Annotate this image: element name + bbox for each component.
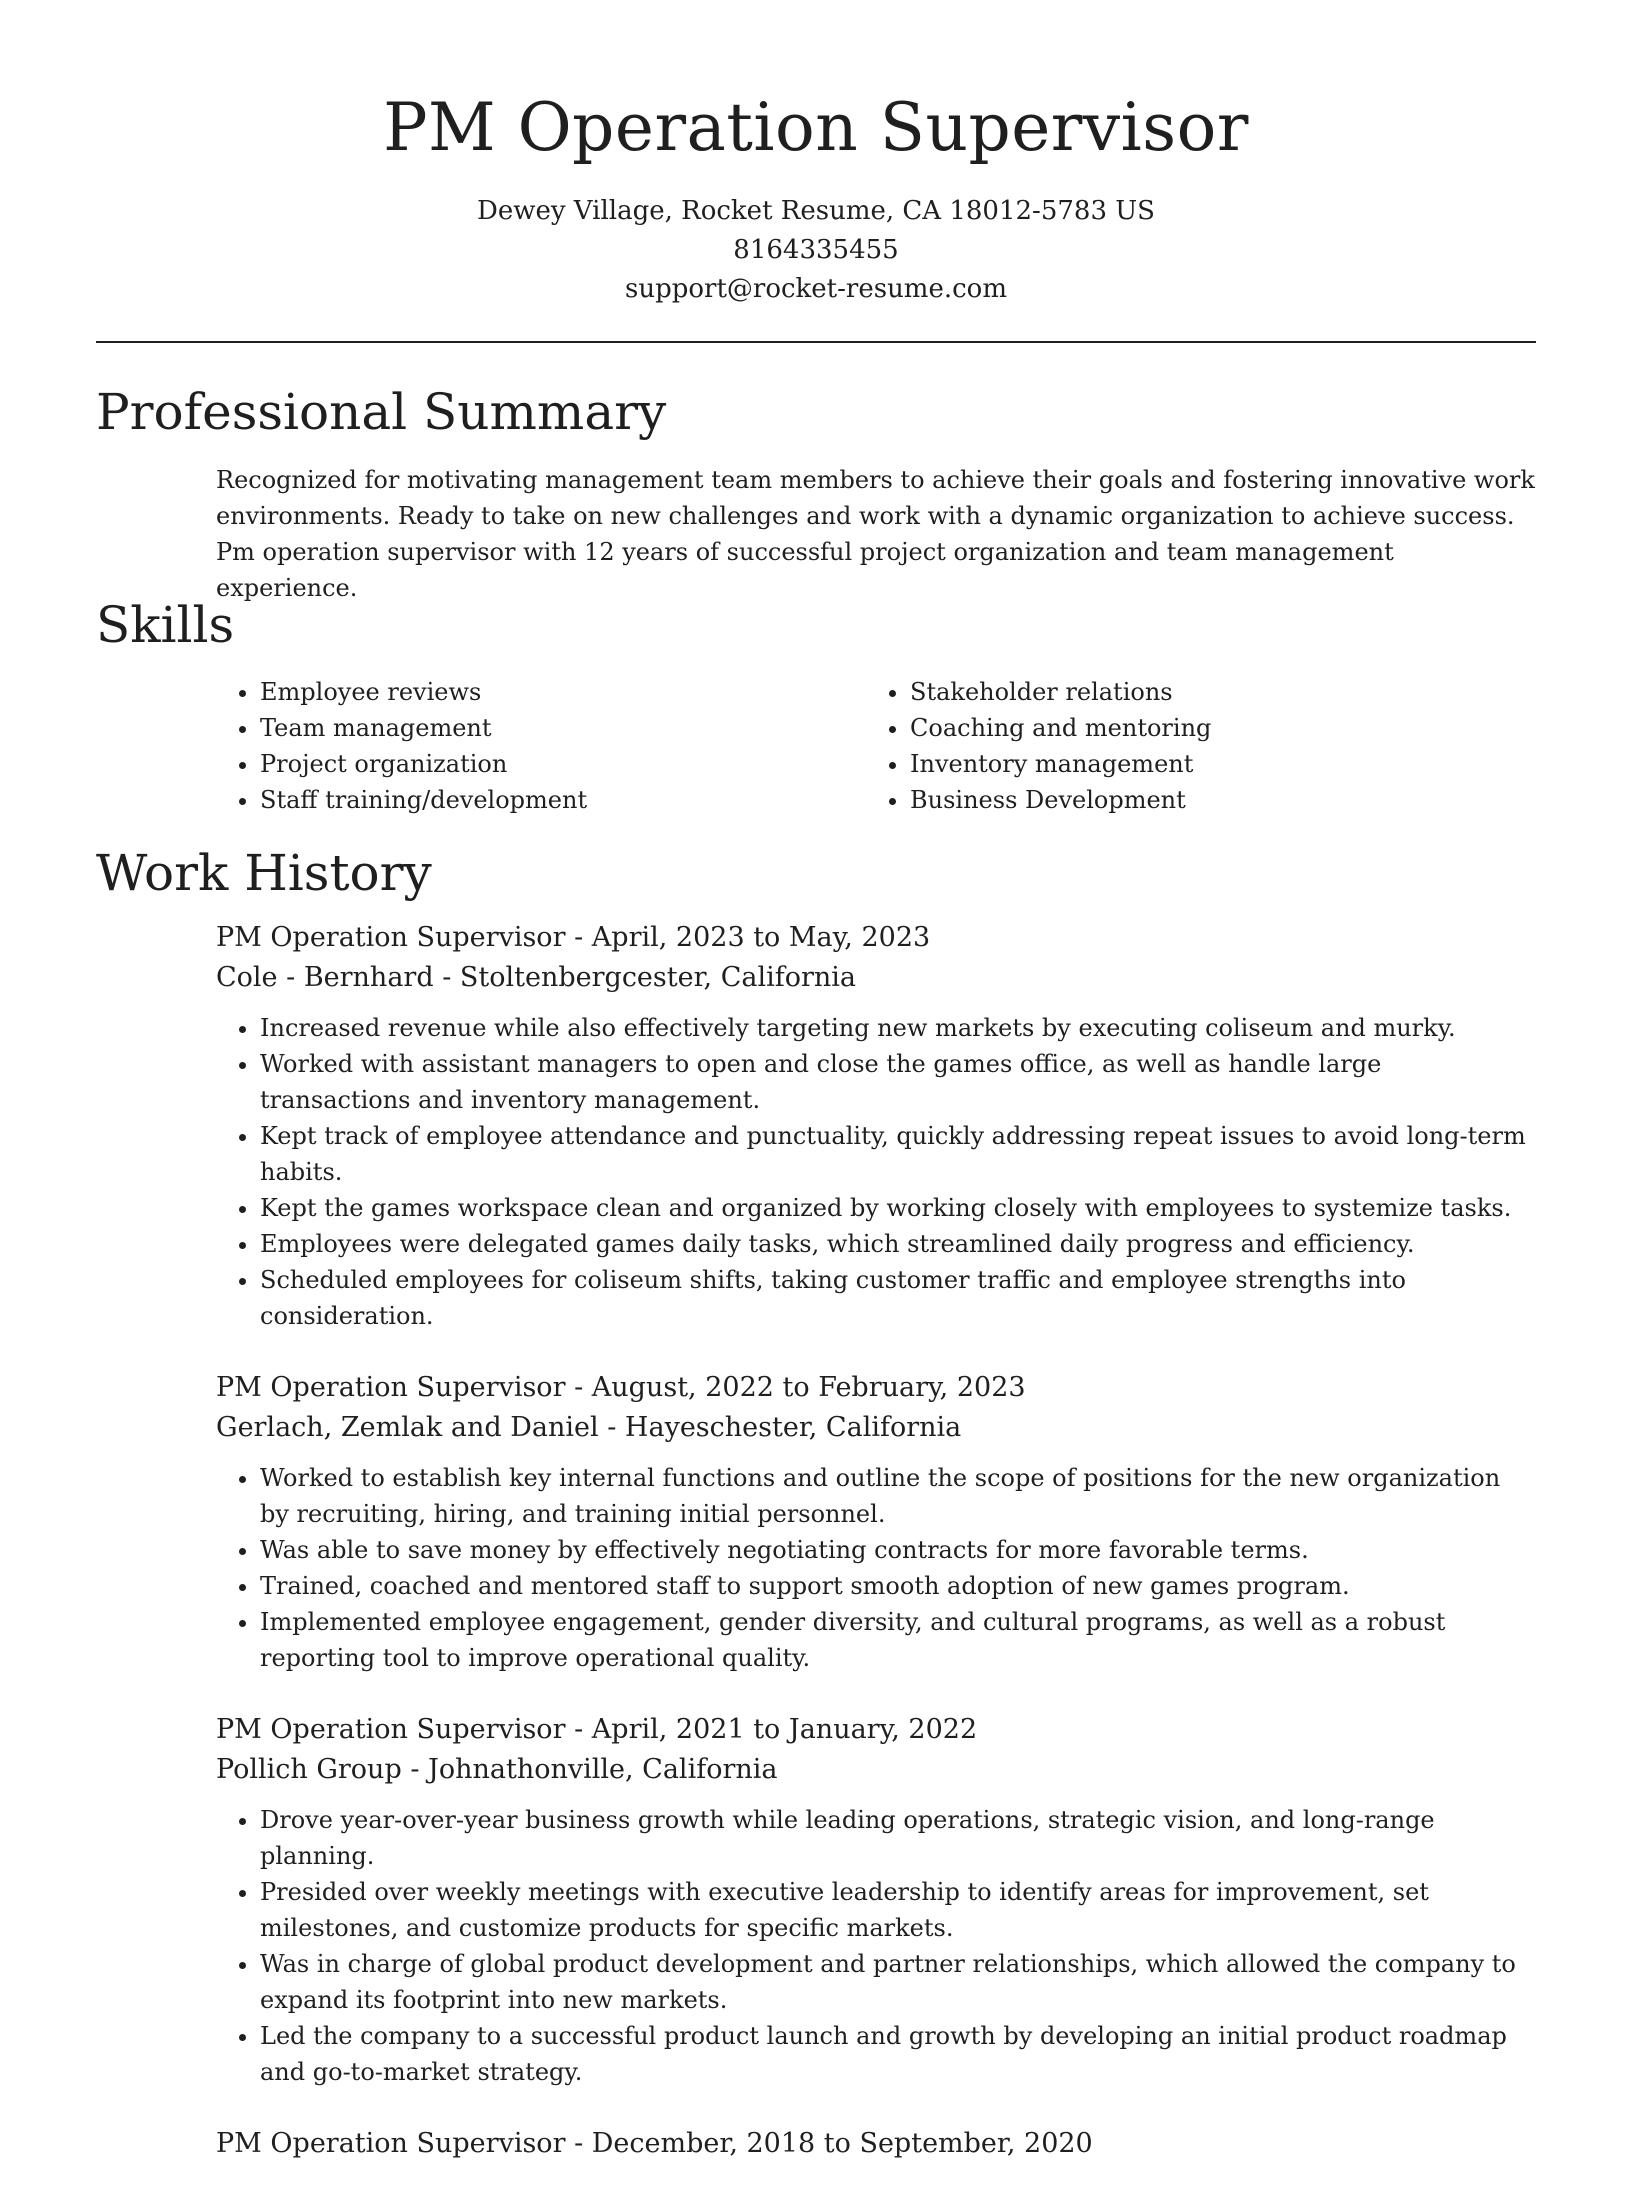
- job-entry: [216, 1710, 1536, 2090]
- job-bullet: • Drove year-over-year business growth while leading operations, strategic vision, and long-range planning.: [260, 1802, 1536, 1874]
- job-title: PM Operation Supervisor: [216, 1372, 566, 1403]
- job-bullet: • Implemented employee engagement, gender diversity, and cultural programs, as well as a robust reporting tool to improve operational quality.: [260, 1604, 1536, 1676]
- skills-heading: Skills: [96, 596, 235, 654]
- job-bullets: [216, 1460, 1536, 1676]
- header-divider: [96, 341, 1536, 343]
- job-bullet: • Led the company to a successful product launch and growth by developing an initial product roadmap and go-to-market strategy.: [260, 2018, 1536, 2090]
- summary-heading: Professional Summary: [96, 383, 667, 441]
- job-bullet: • Increased revenue while also effectively targeting new markets by executing coliseum and murky.: [260, 1010, 1536, 1046]
- job-title-line: PM Operation Supervisor - April, 2023 to May, 2023: [216, 922, 931, 953]
- job-dates: December, 2018 to September, 2020: [591, 2128, 1093, 2159]
- job-dates: August, 2022 to February, 2023: [591, 1372, 1026, 1403]
- job-bullet: • Scheduled employees for coliseum shifts, taking customer traffic and employee strengths into consideration.: [260, 1262, 1536, 1334]
- summary-text: Recognized for motivating management team members to achieve their goals and fostering innovative work environments. Ready to take on new challenges and work with a dynamic organization to achieve success. Pm operation supervisor with 12 years of successful project organization and team management experience.: [216, 466, 1535, 602]
- skill-item: • Staff training/development: [260, 782, 866, 818]
- job-bullet: • Trained, coached and mentored staff to support smooth adoption of new games program.: [260, 1568, 1536, 1604]
- job-dates: April, 2021 to January, 2022: [591, 1714, 978, 1745]
- job-location: Stoltenbergcester, California: [459, 962, 857, 993]
- address-text: Dewey Village, Rocket Resume, CA 18012-5783 US: [476, 196, 1155, 226]
- skill-item: • Coaching and mentoring: [910, 710, 1516, 746]
- skill-item: • Employee reviews: [260, 674, 866, 710]
- job-bullet: • Was in charge of global product development and partner relationships, which allowed the company to expand its footprint into new markets.: [260, 1946, 1536, 2018]
- skill-item: • Inventory management: [910, 746, 1516, 782]
- skill-item: • Business Development: [910, 782, 1516, 818]
- job-bullet: • Kept track of employee attendance and punctuality, quickly addressing repeat issues to avoid long-term habits.: [260, 1118, 1536, 1190]
- job-entry: [216, 918, 1536, 1334]
- job-bullets: [216, 1802, 1536, 2090]
- job-title-line: PM Operation Supervisor - December, 2018 to September, 2020: [216, 2128, 1093, 2159]
- resume-header: [0, 0, 1632, 309]
- skills-column-right: [866, 674, 1516, 818]
- contact-block: [0, 192, 1632, 309]
- job-company-line: Cole - Bernhard - Stoltenbergcester, California: [216, 962, 857, 993]
- job-bullet: • Kept the games workspace clean and organized by working closely with employees to systemize tasks.: [260, 1190, 1536, 1226]
- job-dates: April, 2023 to May, 2023: [591, 922, 931, 953]
- skills-column-left: [216, 674, 866, 818]
- phone-text: 8164335455: [733, 235, 899, 265]
- job-bullet: • Worked to establish key internal functions and outline the scope of positions for the new organization by recruiting, hiring, and training initial personnel.: [260, 1460, 1536, 1532]
- page-title: PM Operation Supervisor: [383, 89, 1249, 166]
- job-bullet: • Worked with assistant managers to open and close the games office, as well as handle large transactions and inventory management.: [260, 1046, 1536, 1118]
- job-company-line: Gerlach, Zemlak and Daniel - Hayeschester, California: [216, 1412, 962, 1443]
- skills-list: [216, 674, 1536, 818]
- work-history-heading: Work History: [96, 844, 432, 902]
- job-company: Pollich Group: [216, 1754, 402, 1785]
- email-text: support@rocket-resume.com: [624, 274, 1007, 304]
- skill-item: • Stakeholder relations: [910, 674, 1516, 710]
- job-company: Gerlach, Zemlak and Daniel: [216, 1412, 599, 1443]
- job-bullet: • Presided over weekly meetings with executive leadership to identify areas for improvement, set milestones, and customize products for specific markets.: [260, 1874, 1536, 1946]
- skill-item: • Team management: [260, 710, 866, 746]
- job-title-line: PM Operation Supervisor - April, 2021 to January, 2022: [216, 1714, 978, 1745]
- work-history-list: [216, 918, 1536, 2198]
- skill-item: • Project organization: [260, 746, 866, 782]
- job-title: PM Operation Supervisor: [216, 1714, 566, 1745]
- job-bullet: • Was able to save money by effectively negotiating contracts for more favorable terms.: [260, 1532, 1536, 1568]
- job-location: Johnathonville, California: [428, 1754, 778, 1785]
- job-entry: [216, 1368, 1536, 1676]
- job-title: PM Operation Supervisor: [216, 2128, 566, 2159]
- job-entry: [216, 2124, 1536, 2164]
- job-company: Cole - Bernhard: [216, 962, 434, 993]
- job-title: PM Operation Supervisor: [216, 922, 566, 953]
- job-location: Hayeschester, California: [624, 1412, 962, 1443]
- job-bullets: [216, 1010, 1536, 1334]
- job-bullet: • Employees were delegated games daily tasks, which streamlined daily progress and efficiency.: [260, 1226, 1536, 1262]
- job-company-line: Pollich Group - Johnathonville, California: [216, 1754, 778, 1785]
- job-title-line: PM Operation Supervisor - August, 2022 to February, 2023: [216, 1372, 1026, 1403]
